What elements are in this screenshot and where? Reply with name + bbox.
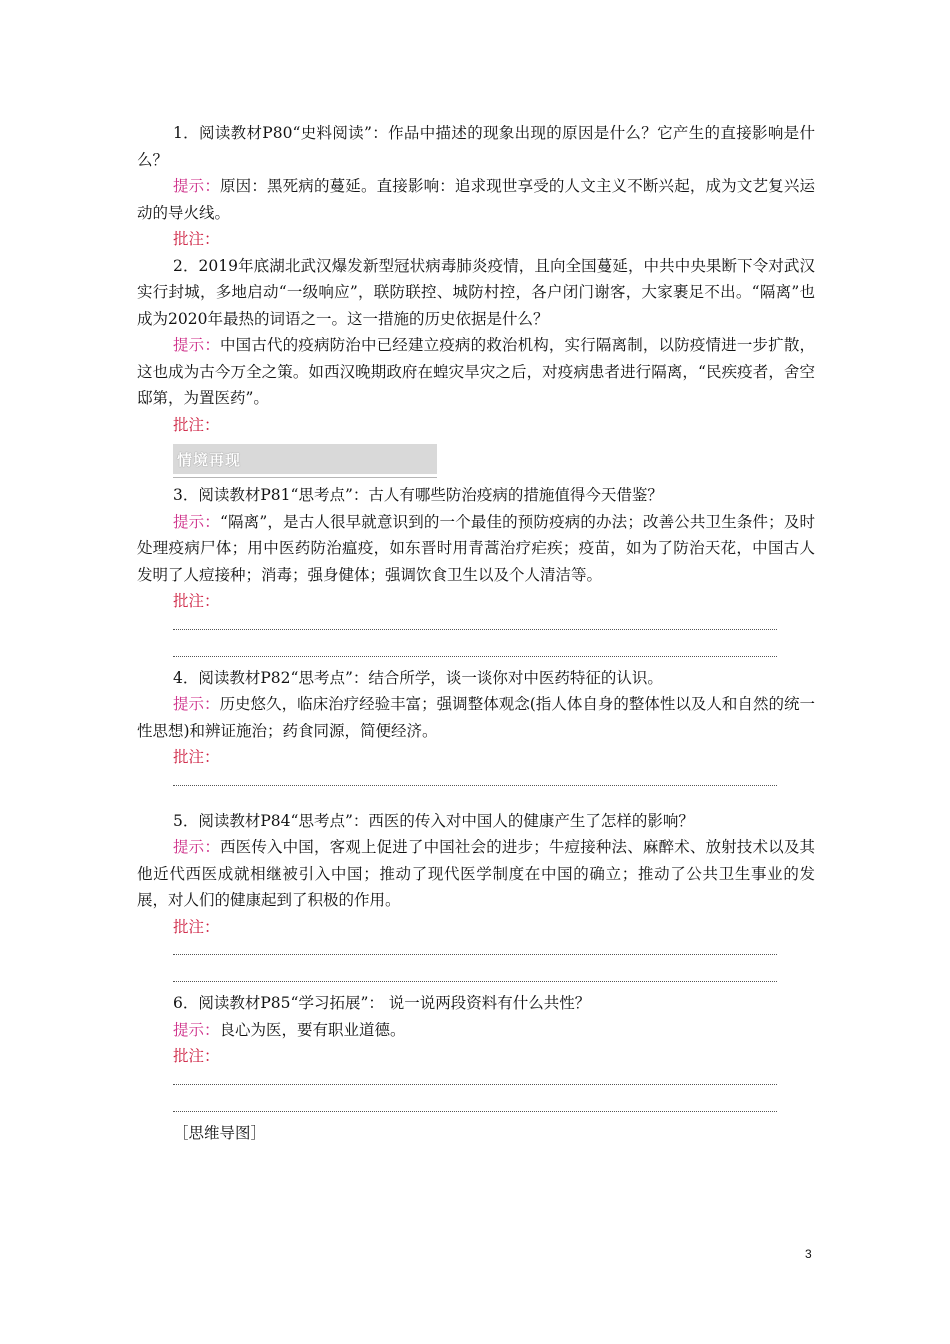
mindmap-heading: ［思维导图］ [173,1123,267,1142]
section-header [173,444,437,474]
hint-6 [137,1017,815,1044]
hint-label: 提示： [173,1020,220,1039]
hint-3 [137,509,815,589]
hint-text: “隔离”，是古人很早就意识到的一个最佳的预防疫病的办法；改善公共卫生条件；及时处理疫病尸体；用中医药防治瘟疫，如东晋时用青蒿治疗疟疾；疫苗，如为了防治天花，中国古人发明了人痘接种；消毒；强身健体；强调饮食卫生以及个人清洁等。 [137,512,815,584]
hint-text: 原因：黑死病的蔓延。直接影响：追求现世享受的人文主义不断兴起，成为文艺复兴运动的导火线。 [137,177,815,222]
hint-text: 中国古代的疫病防治中已经建立疫病的救治机构，实行隔离制，以防疫情进一步扩散，这也成为古今万全之策。如西汉晚期政府在蝗灾旱灾之后，对疫病患者进行隔离，“民疾疫者，舍空邸第，为置医药”。 [137,336,815,407]
hint-label: 提示： [173,838,220,856]
question-2: 2．2019年底湖北武汉爆发新型冠状病毒肺炎疫情，且向全国蔓延，中共中央果断下令对武汉实行封城，多地启动“一级响应”，联防联控、城防村控，各户闭门谢客，大家裹足不出。“隔离”也成为2020年最热的词语之一。这一措施的历史依据是什么？ [137,256,815,328]
hint-1 [137,173,815,226]
hint-label: 提示： [173,336,220,354]
note-1: 批注： [173,230,220,248]
note-6: 批注： [173,1047,220,1065]
note-2: 批注： [173,415,220,434]
section-underline [173,477,437,478]
hint-text: 西医传入中国，客观上促进了中国社会的进步；牛痘接种法、麻醉术、放射技术以及其他近代西医成就相继被引入中国；推动了现代医学制度在中国的确立；推动了公共卫生事业的发展，对人们的健康起到了积极的作用。 [137,838,815,909]
note-5: 批注： [173,917,220,936]
question-3: 3．阅读教材P81“思考点”：古人有哪些防治疫病的措施值得今天借鉴？ [173,486,663,504]
hint-label: 提示： [173,177,220,195]
question-1: 1．阅读教材P80“史料阅读”：作品中描述的现象出现的原因是什么？它产生的直接影响是什么？ [137,124,815,169]
hint-label: 提示： [173,512,220,531]
hint-text: 良心为医，要有职业道德。 [219,1020,406,1039]
note-3: 批注： [173,592,220,610]
hint-5 [137,834,815,914]
question-5: 5．阅读教材P84“思考点”：西医的传入对中国人的健康产生了怎样的影响？ [173,811,694,830]
hint-label: 提示： [173,695,220,713]
hint-2 [137,332,815,412]
page-number: 3 [805,1247,812,1261]
page-content [137,120,815,1146]
note-4: 批注： [173,748,220,766]
section-title: 情境再现 [177,451,242,469]
hint-text: 历史悠久，临床治疗经验丰富；强调整体观念(指人体自身的整体性以及人和自然的统一性思想)和辨证施治；药食同源，简便经济。 [137,695,815,740]
question-6: 6．阅读教材P85“学习拓展”： 说一说两段资料有什么共性？ [173,994,591,1012]
hint-4 [137,691,815,744]
question-4: 4．阅读教材P82“思考点”：结合所学，谈一谈你对中医药特征的认识。 [173,668,663,687]
